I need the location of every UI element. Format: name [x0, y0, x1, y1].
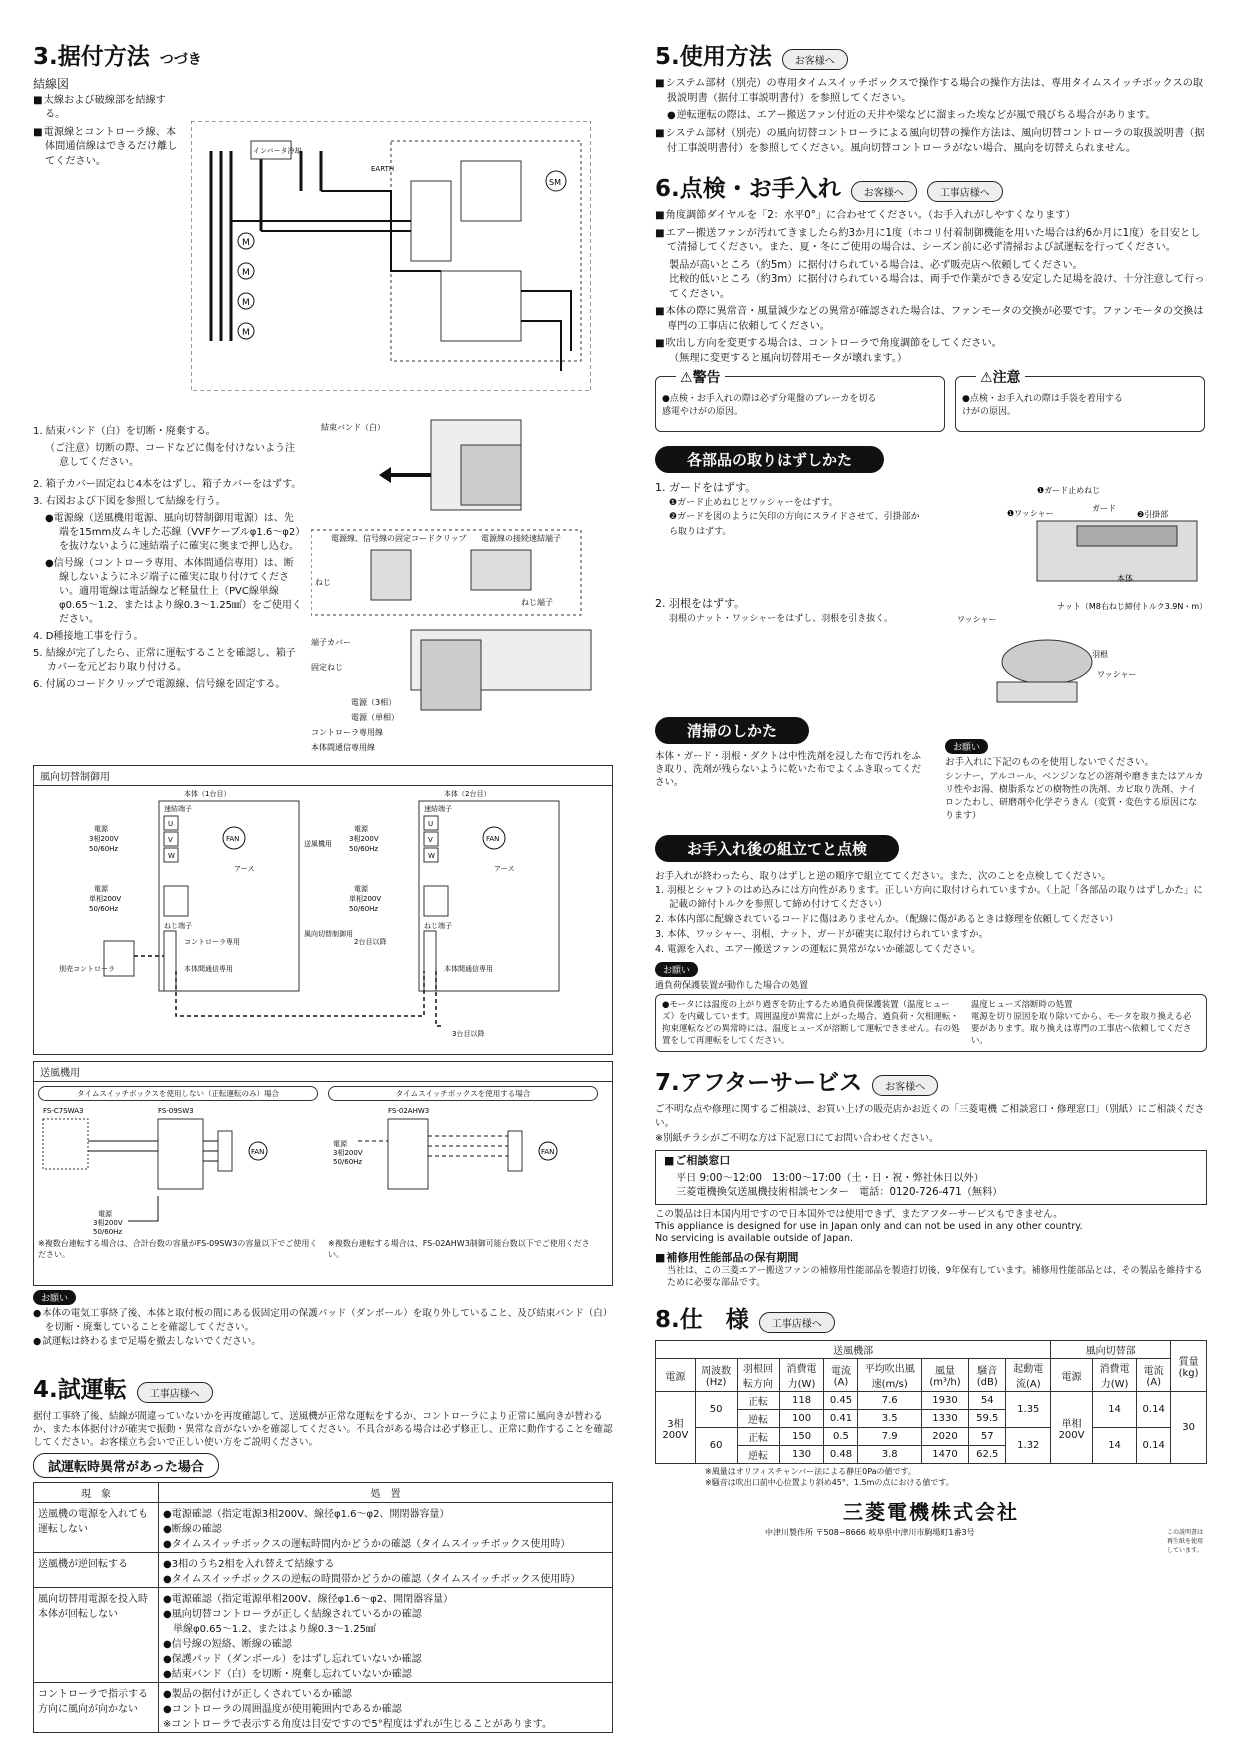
company-name: 三菱電機株式会社	[843, 1500, 1019, 1524]
svg-text:電源: 電源	[354, 885, 368, 893]
section6-item: ■ 本体の際に異常音・風量減少などの異常が確認された場合は、ファンモータの交換が必要です。ファンモータの交換は専門の工事店に依頼してください。	[655, 305, 1207, 334]
svg-text:羽根: 羽根	[1092, 650, 1108, 659]
svg-text:3台目以降: 3台目以降	[452, 1030, 485, 1038]
svg-text:3相200V: 3相200V	[93, 1219, 123, 1227]
reassemble-item: 1. 羽根とシャフトのはめ込みには方向性があります。正しい方向に取付けられていますか。（上記「各部品の取りはずしかた」に記載の締付トルクを参照して締め付けてください）	[655, 885, 1203, 910]
tag-customer: お客様へ	[872, 1075, 938, 1096]
svg-text:U: U	[168, 820, 174, 828]
svg-text:❶ガード止めねじ: ❶ガード止めねじ	[1037, 486, 1101, 495]
svg-text:インバータ冷却: インバータ冷却	[253, 147, 302, 155]
svg-text:V: V	[428, 836, 433, 844]
table-row: 逆転 100 0.41 3.5 1330 59.5	[656, 1410, 1207, 1428]
trouble-title: 試運転時異常があった場合	[33, 1453, 219, 1478]
table-row: 3相200V 50 正転 118 0.45 7.6 1930 54 1.35 単相200V 14 0.14 30	[656, 1392, 1207, 1410]
trouble-table: 現 象 処 置 送風機の電源を入れても運転しない ●電源確認（指定電源3相200V、線径φ1.6〜φ2、開閉器容量） ●断線の確認 ●タイムスイッチボックスの運転時間内かどうかの確認（タイムスイッチボックス使用時） 送風機が逆回転する ●3相のうち2相を入れ替えて結線する ●タイムスイッチボックスの逆転の時間帯かどうかの確認（タイムスイッチボックス使用時） 風向切替用電源を投入時本体が回転しない ●電源確認（指定電源単相200V、線径φ1.6〜φ2、開閉器容量） ●風向切替コントローラが正しく結線されているかの確認 単線φ0.65〜1.2、またはより線0.3〜1.25㎟ ●信号線の短絡、断線の確認 ●保護パッド（ダンボール）をはずし忘れていないか確認 ●結束バンド（白）を切断・廃棄し忘れていないか確認 コントローラで指示する方向に風向が向かない ●製品の据付けが正しくされているか確認 ●コントローラの周囲温度が使用範囲内であるか確認 ※コントローラで表示する角度は目安ですので5°程度はずれが生じることがあります。	[33, 1482, 613, 1733]
table-row: 風向切替用電源を投入時本体が回転しない ●電源確認（指定電源単相200V、線径φ1.6〜φ2、開閉器容量） ●風向切替コントローラが正しく結線されているかの確認 単線φ0.65〜1.2、またはより線0.3〜1.25㎟ ●信号線の短絡、断線の確認 ●保護パッド（ダンボール）をはずし忘れていないか確認 ●結束バンド（白）を切断・廃棄し忘れていないか確認	[34, 1588, 613, 1683]
svg-text:電源: 電源	[98, 1210, 112, 1218]
parts-step: 1. ガードをはずす。	[655, 481, 757, 494]
svg-text:V: V	[168, 836, 173, 844]
blower-panel1-title: タイムスイッチボックスを使用しない（正転運転のみ）場合	[38, 1086, 318, 1101]
onegai-badge: お願い	[655, 962, 698, 977]
svg-text:電源（単相）: 電源（単相）	[351, 713, 399, 722]
blower-note-1: ※複数台連転する場合は、合計台数の容量がFS-09SW3の容量以下でご使用ください。	[38, 1239, 318, 1259]
svg-text:M: M	[242, 328, 250, 338]
svg-text:アース: アース	[494, 865, 515, 873]
svg-text:本体（1台目）: 本体（1台目）	[184, 790, 231, 798]
parts-substep: ❷ガードを図のように矢印の方向にスライドさせて、引掛部から取りはずす。	[669, 512, 920, 537]
section6-sub: 比較的低いところ（約3m）に据付けられている場合は、両手で作業ができる安定した足場を設け、十分注意して行ってください。	[669, 274, 1205, 300]
japan-only: この製品は日本国内用ですので日本国外では使用できず、またアフターサービスもできません。	[655, 1208, 1063, 1220]
section5-item: ■ システム部材（別売）の専用タイムスイッチボックスで操作する場合の操作方法は、専用タイムスイッチボックスの取扱説明書（据付工事説明書付）を参照してください。	[655, 77, 1207, 106]
caution-box: ⚠注意 ●点検・お手入れの際は手袋を着用する けがの原因。	[955, 376, 1205, 432]
svg-text:電源: 電源	[94, 825, 108, 833]
section3-heading: 3.据付方法 つづき	[33, 44, 202, 70]
caution-icon: ⚠	[980, 370, 993, 386]
svg-text:ワッシャー: ワッシャー	[957, 615, 997, 624]
spec-note: ※風量はオリフィスチャンバー法による静圧0Paの値です。	[705, 1467, 916, 1476]
wiring-note: ■ 太線および破線部を結線する。	[33, 94, 183, 123]
svg-text:固定ねじ: 固定ねじ	[311, 663, 343, 672]
svg-text:ワッシャー: ワッシャー	[1097, 670, 1137, 679]
tag-contractor: 工事店様へ	[927, 181, 1003, 202]
svg-text:本体間通信専用線: 本体間通信専用線	[311, 743, 375, 752]
svg-text:50/60Hz: 50/60Hz	[89, 845, 119, 853]
section6-sub: 製品が高いところ（約5m）に据付けられている場合は、必ず販売店へ依頼してください。	[669, 259, 1083, 271]
svg-text:W: W	[168, 852, 175, 860]
parts-step: 2. 羽根をはずす。	[655, 597, 746, 610]
svg-text:EARTH: EARTH	[371, 165, 395, 173]
wiring-diagram	[191, 121, 591, 391]
section6-item: ■ エアー搬送ファンが汚れてきましたら約3か月に1度（ホコリ付着制御機能を用いた場合は約6か月に1度）を目安として清掃してください。また、夏・冬にご使用の場合は、シーズン前に必ず清掃および試運転を行ってください。	[655, 227, 1207, 256]
svg-text:M: M	[242, 238, 250, 248]
svg-text:送風機用: 送風機用	[304, 840, 332, 848]
svg-text:ねじ端子: ねじ端子	[521, 598, 553, 607]
blower-wiring-box: 送風機用 タイムスイッチボックスを使用しない（正転運転のみ）場合 FS-C7SWA3 FS-09SW3 FAN 電源 3相200V 50/60Hz ※複数台連転する場合は、合計台数の容量がFS-09SW3の容量以下でご使用ください。 タイムスイッチボックスを使用する場合 FS-02AHW3 FAN 電源 3相200V 50/60Hz ※複数台連転する場合は、FS-02AHW3制御可能台数以下でご使用ください。	[33, 1061, 613, 1286]
svg-text:本体間通信専用: 本体間通信専用	[444, 965, 493, 973]
onegai-badge: お願い	[945, 739, 988, 754]
svg-text:端子カバー: 端子カバー	[311, 638, 351, 647]
warning-icon: ⚠	[680, 370, 693, 386]
section6-item: ■ 吹出し方向を変更する場合は、コントローラで角度調節をしてください。	[655, 337, 1207, 352]
svg-text:ナット（M8右ねじ締付トルク3.9N・m）: ナット（M8右ねじ締付トルク3.9N・m）	[1057, 602, 1207, 611]
svg-text:コントローラ専用: コントローラ専用	[184, 938, 240, 946]
svg-text:単相200V: 単相200V	[89, 895, 122, 903]
tag-customer: お客様へ	[851, 181, 917, 202]
reassemble-item: 3. 本体、ワッシャー、羽根、ナット、ガードが確実に取付けられていますか。	[655, 929, 988, 940]
svg-text:ガード: ガード	[1092, 504, 1116, 513]
section6-sub: （無理に変更すると風向切替用モータが壊れます。）	[669, 352, 908, 364]
svg-text:3相200V: 3相200V	[349, 835, 379, 843]
section5-heading: 5.使用方法 お客様へ	[655, 38, 1207, 71]
onegai-item: ● 試運転は終わるまで足場を撤去しないでください。	[33, 1335, 613, 1349]
cleaning-ng-title: お手入れに下記のものを使用しないでください。	[945, 757, 1155, 768]
svg-text:ねじ端子: ねじ端子	[424, 922, 452, 930]
reassemble-item: 2. 本体内部に配線されているコードに傷はありませんか。（配線に傷があるときは修理を依頼してください）	[655, 914, 1119, 925]
svg-text:本体: 本体	[1117, 574, 1133, 583]
consultation-box: ■ ご相談窓口 平日 9:00〜12:00 13:00〜17:00（土・日・祝・弊社休日以外） 三菱電機換気送風機技術相談センター 電話：0120-726-471（無料）	[655, 1150, 1207, 1205]
reassemble-title: お手入れ後の組立てと点検	[655, 835, 899, 862]
terminal-illustration	[311, 415, 611, 755]
svg-text:アース: アース	[234, 865, 255, 873]
svg-text:❷引掛部: ❷引掛部	[1137, 510, 1169, 519]
section6-item: ■ 角度調節ダイヤルを「2：水平0°」に合わせてください。（お手入れがしやすくなります）	[655, 209, 1207, 224]
wiring-steps: 1. 結束バンド（白）を切断・廃棄する。 （ご注意）切断の際、コードなどに傷を付けないよう注意してください。 2. 箱子カバー固定ねじ4本をはずし、箱子カバーをはずす。 3. 右図および下図を参照して結線を行う。 ●電源線（送風機用電源、風向切替制御用電源）は、先端を15mm皮ムキした芯線（VVFケーブルφ1.6〜φ2）を抜けないように速結端子に確実に奥まで押し込む。 ●信号線（コントローラ専用、本体間通信専用）は、断線しないようにネジ端子に確実に取り付けてください。適用電線は電話線など軽量仕上（PVC線単線φ0.65〜1.2、またはより線0.3〜1.25㎟）をご使用ください。 4. D種接地工事を行う。 5. 結線が完了したら、正常に運転することを確認し、箱子カバーを元どおり取り付ける。 6. 付属のコードクリップで電源線、信号線を固定する。	[33, 426, 302, 690]
svg-text:M: M	[242, 268, 250, 278]
svg-text:50/60Hz: 50/60Hz	[349, 845, 379, 853]
svg-text:FS-09SW3: FS-09SW3	[158, 1107, 194, 1115]
svg-text:コントローラ専用線: コントローラ専用線	[311, 728, 383, 737]
spec-table: 送風機部 風向切替部 質量(kg) 電源 周波数(Hz) 羽根回転方向 消費電力(W) 電流(A) 平均吹出風速(m/s) 風量(m³/h) 騒音(dB) 起動電流(A) 電源 消費電力(W) 電流(A) 3相200V 50 正転 118 0.45 7.6 1930 54 1.35 単相200V 14 0.14 30 逆転 100 0.41 3.5 1330 59.5 60 正転 150 0.5 7.9 2020 57 1.32 14 0.14 逆転 130 0.48 3.8 1470 62.5	[655, 1340, 1207, 1464]
svg-text:本体間通信専用: 本体間通信専用	[184, 965, 233, 973]
svg-text:電源: 電源	[94, 885, 108, 893]
svg-text:50/60Hz: 50/60Hz	[333, 1158, 363, 1166]
service-text: ご不明な点や修理に関するご相談は、お買い上げの販売店かお近くの「三菱電機 ご相談窓口・修理窓口」（別紙）にご相談ください。	[655, 1103, 1205, 1129]
tag-contractor: 工事店様へ	[137, 1382, 213, 1403]
guard-removal-illustration	[947, 481, 1207, 591]
svg-text:FAN: FAN	[226, 835, 240, 843]
svg-text:50/60Hz: 50/60Hz	[349, 905, 379, 913]
svg-text:W: W	[428, 852, 435, 860]
svg-text:速結端子: 速結端子	[424, 805, 452, 813]
section5-item: ■ システム部材（別売）の風向切替コントローラによる風向切替の操作方法は、風向切替コントローラの取扱説明書（据付工事説明書付）を参照してください。風向切替コントローラがない場合、風向を切替えられません。	[655, 127, 1207, 156]
svg-text:本体（2台目）: 本体（2台目）	[444, 790, 491, 798]
right-column	[655, 38, 1207, 1554]
cleaning-text: 本体・ガード・羽根・ダクトは中性洗剤を浸した布で汚れをふき取り、洗剤が残らないように乾いた布でよくふき取ってください。	[655, 751, 922, 788]
svg-text:FAN: FAN	[541, 1148, 555, 1156]
blower-panel2-title: タイムスイッチボックスを使用する場合	[328, 1086, 598, 1101]
svg-text:3相200V: 3相200V	[333, 1149, 363, 1157]
japan-only-en: No servicing is available outside of Japan.	[655, 1232, 854, 1244]
svg-text:FS-C7SWA3: FS-C7SWA3	[43, 1107, 84, 1115]
svg-text:FS-02AHW3: FS-02AHW3	[388, 1107, 430, 1115]
svg-text:電源線の接続速結端子: 電源線の接続速結端子	[481, 534, 561, 543]
table-row: 送風機の電源を入れても運転しない ●電源確認（指定電源3相200V、線径φ1.6〜φ2、開閉器容量） ●断線の確認 ●タイムスイッチボックスの運転時間内かどうかの確認（タイムスイッチボックス使用時）	[34, 1503, 613, 1553]
cleaning-ng-list: シンナー、アルコール、ベンジンなどの溶剤や磨きまたはアルカリ性やお湯、樹脂系などの樹物性の洗剤、カビ取り洗剤、ナイロンたわし、研磨剤や化学ぞうきん（変質・変色する原因になります）	[945, 771, 1204, 821]
svg-text:FAN: FAN	[251, 1148, 265, 1156]
tag-contractor: 工事店様へ	[759, 1312, 835, 1333]
blower-diagram-2	[328, 1101, 598, 1236]
svg-text:単相200V: 単相200V	[349, 895, 382, 903]
blower-diagram-1	[38, 1101, 318, 1236]
section7-heading: 7.アフターサービス お客様へ	[655, 1064, 1207, 1097]
svg-text:速結端子: 速結端子	[164, 805, 192, 813]
svg-text:SM: SM	[549, 178, 561, 187]
onegai-item: ● 本体の電気工事終了後、本体と取付板の間にある仮固定用の保護パッド（ダンボール）を取り外していること、及び結束バンド（白）を切断・廃棄していることを確認してください。	[33, 1307, 613, 1335]
svg-text:ねじ: ねじ	[315, 578, 331, 587]
parts-substep: 羽根のナット・ワッシャーをはずし、羽根を引き抜く。	[669, 613, 894, 624]
reassemble-intro: お手入れが終わったら、取りはずしと逆の順序で組立ててください。また、次のことを点検してください。	[655, 870, 1111, 882]
blower-note-2: ※複数台連転する場合は、FS-02AHW3制御可能台数以下でご使用ください。	[328, 1239, 590, 1259]
svg-text:50/60Hz: 50/60Hz	[89, 905, 119, 913]
japan-only-en: This appliance is designed for use in Japan only and can not be used in any other country.	[655, 1220, 1083, 1232]
wiring-note: ■ 電源線とコントローラ線、本体間通信線はできるだけ離してください。	[33, 126, 183, 170]
section4-heading: 4.試運転 工事店様へ	[33, 1371, 613, 1404]
section5-dot: ● 逆転運転の際は、エアー搬送ファン付近の天井や梁などに溜まった埃などが風で飛びちる場合があります。	[655, 109, 1207, 123]
thermal-box: ●モータには温度の上がり過ぎを防止するため過負荷保護装置（温度ヒューズ）を内蔵しています。周囲温度が異常に上がった場合、過負荷・欠相運転・拘束運転などの異常時には、温度ヒューズが溶断して運転できません。右の処置をして再運転をしてください。 温度ヒューズ溶断時の処置 電源を切り原因を取り除いてから、モータを取り換える必要があります。取り換えは専門の工事店へ依頼してください。	[655, 994, 1207, 1052]
svg-text:FAN: FAN	[486, 835, 500, 843]
svg-text:❶ワッシャー: ❶ワッシャー	[1007, 509, 1054, 518]
svg-text:電源（3相）: 電源（3相）	[351, 698, 397, 707]
svg-text:電源線、信号線の固定コードクリップ: 電源線、信号線の固定コードクリップ	[331, 534, 467, 543]
blade-removal-illustration	[947, 597, 1207, 707]
wiring-title: 結線図	[33, 77, 70, 91]
svg-text:別売コントローラ: 別売コントローラ	[59, 965, 115, 973]
section8-heading: 8.仕 様 工事店様へ	[655, 1301, 1207, 1334]
recycled-note: この説明書は再生紙を使用しています。	[1167, 1529, 1204, 1554]
svg-text:M: M	[242, 298, 250, 308]
wind-direction-wiring-diagram	[34, 786, 612, 1051]
section6-heading: 6.点検・お手入れ お客様へ 工事店様へ	[655, 170, 1207, 203]
table-row: 送風機が逆回転する ●3相のうち2相を入れ替えて結線する ●タイムスイッチボックスの逆転の時間帯かどうかの確認（タイムスイッチボックス使用時）	[34, 1553, 613, 1588]
parts-period-title: ■ 補修用性能部品の保有期間	[655, 1251, 1207, 1266]
thermal-title: 過負荷保護装置が動作した場合の処置	[655, 981, 809, 991]
svg-text:U: U	[428, 820, 434, 828]
wind-direction-wiring-box: 風向切替制御用 本体（1台目） 本体（2台目） 速結端子 速結端子 U V W U V W FAN FAN 電源 3相200V 50/60Hz 電源 3相200V 50/60Hz アース アース 電源 単相200V 50/60Hz 電源 単相200V 50/60Hz ねじ端子 ねじ端子 コントローラ専用 本体間通信専用 本体間通信専用 2台目以降 別売コントローラ 3台目以降 送風機用 風向切替制御用	[33, 765, 613, 1055]
table-row: 逆転 130 0.48 3.8 1470 62.5	[656, 1446, 1207, 1464]
left-column	[33, 38, 613, 1733]
table-row: 60 正転 150 0.5 7.9 2020 57 1.32 14 0.14	[656, 1428, 1207, 1446]
svg-text:3相200V: 3相200V	[89, 835, 119, 843]
svg-text:ねじ端子: ねじ端子	[164, 922, 192, 930]
svg-text:結束バンド（白）: 結束バンド（白）	[321, 423, 385, 432]
parts-period-text: 当社は、この三菱エアー搬送ファンの補修用性能部品を製造打切後、9年保有しています。補修用性能部品とは、その製品を維持するために必要な部品です。	[667, 1266, 1203, 1288]
parts-removal-title: 各部品の取りはずしかた	[655, 446, 884, 473]
service-text: ※別紙チラシがご不明な方は下記窓口にてお問い合わせください。	[655, 1132, 939, 1144]
tag-customer: お客様へ	[782, 49, 848, 70]
svg-text:2台目以降: 2台目以降	[354, 938, 387, 946]
fan-motor-icon	[238, 233, 254, 339]
svg-text:風向切替制御用: 風向切替制御用	[304, 930, 353, 938]
parts-substep: ❶ガード止めねじとワッシャーをはずす。	[669, 497, 838, 508]
section4-desc: 据付工事終了後、結線が間違っていないかを再度確認して、送風機が正常な運転をするか、コントローラにより正常に風向きが替わるか、また本体据付けが確実で振動・異常な音がないかを確認してください。不具合がある場合は必ず修正し、正常に動作することを確認してください。お客様立ち会いで正しい使い方をご説明ください。	[33, 1411, 613, 1448]
company-address: 中津川製作所 〒508−8666 岐阜県中津川市駒場町1番3号	[765, 1528, 975, 1537]
spec-note: ※騒音は吹出口前中心位置より斜め45°、1.5mの点における値です。	[705, 1478, 954, 1487]
cleaning-title: 清掃のしかた	[655, 717, 809, 744]
onegai-badge: お願い	[33, 1290, 76, 1305]
reassemble-item: 4. 電源を入れ、エアー搬送ファンの運転に異常がないか確認してください。	[655, 944, 981, 955]
warning-box: ⚠警告 ●点検・お手入れの際は必ず分電盤のブレーカを切る 感電やけがの原因。	[655, 376, 945, 432]
svg-text:50/60Hz: 50/60Hz	[93, 1228, 123, 1236]
svg-text:電源: 電源	[333, 1140, 347, 1148]
table-row: コントローラで指示する方向に風向が向かない ●製品の据付けが正しくされているか確認 ●コントローラの周囲温度が使用範囲内であるか確認 ※コントローラで表示する角度は目安ですので5°程度はずれが生じることがあります。	[34, 1683, 613, 1733]
svg-text:電源: 電源	[354, 825, 368, 833]
